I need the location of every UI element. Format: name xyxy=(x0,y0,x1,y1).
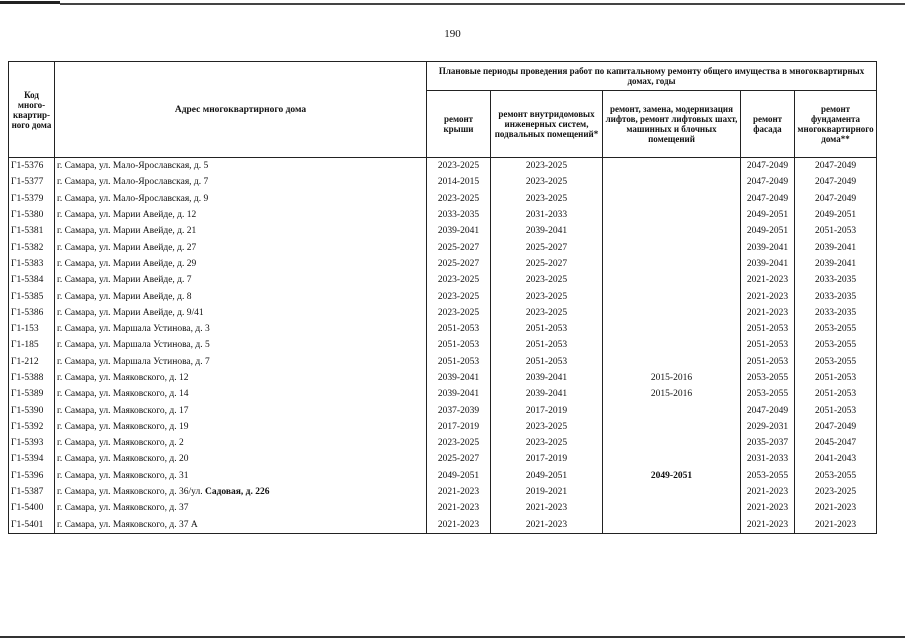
cell-foundation: 2049-2051 xyxy=(795,207,877,223)
address-text: г. Самара, ул. Маяковского, д. 31 xyxy=(57,470,189,481)
table-row xyxy=(9,435,877,451)
cell-roof: 2023-2025 xyxy=(427,191,491,207)
address-text: г. Самара, ул. Марии Авейде, д. 9/41 xyxy=(57,307,204,318)
cell-lifts xyxy=(603,288,741,304)
cell-lifts xyxy=(603,305,741,321)
cell-lifts xyxy=(603,500,741,516)
cell-lifts xyxy=(603,207,741,223)
cell-code: Г1-5396 xyxy=(9,468,55,484)
cell-lifts xyxy=(603,517,741,534)
cell-systems: 2023-2025 xyxy=(491,305,603,321)
cell-foundation: 2051-2053 xyxy=(795,370,877,386)
cell-facade: 2053-2055 xyxy=(741,386,795,402)
table-row xyxy=(9,484,877,500)
cell-lifts: 2049-2051 xyxy=(603,468,741,484)
table-row xyxy=(9,402,877,418)
address-text: г. Самара, ул. Марии Авейде, д. 27 xyxy=(57,242,197,253)
cell-code: Г1-5392 xyxy=(9,419,55,435)
cell-roof: 2023-2025 xyxy=(427,435,491,451)
table-row xyxy=(9,239,877,255)
cell-roof: 2021-2023 xyxy=(427,484,491,500)
cell-code: Г1-185 xyxy=(9,337,55,353)
cell-address xyxy=(55,288,427,304)
cell-code: Г1-5382 xyxy=(9,239,55,255)
cell-roof: 2039-2041 xyxy=(427,386,491,402)
cell-foundation: 2053-2055 xyxy=(795,468,877,484)
cell-roof: 2025-2027 xyxy=(427,239,491,255)
cell-code: Г1-5388 xyxy=(9,370,55,386)
cell-foundation: 2047-2049 xyxy=(795,191,877,207)
cell-address xyxy=(55,354,427,370)
header-lifts: ремонт, замена, модернизация лифтов, ремонт лифтовых шахт, машинных и блочных помещений xyxy=(603,91,741,158)
cell-systems: 2023-2025 xyxy=(491,158,603,175)
table-row xyxy=(9,500,877,516)
table-row xyxy=(9,272,877,288)
table-row xyxy=(9,386,877,402)
cell-address xyxy=(55,337,427,353)
table-row xyxy=(9,321,877,337)
table-row xyxy=(9,337,877,353)
cell-foundation: 2045-2047 xyxy=(795,435,877,451)
address-text: г. Самара, ул. Маяковского, д. 37 А xyxy=(57,519,198,530)
cell-facade: 2021-2023 xyxy=(741,305,795,321)
table-row xyxy=(9,288,877,304)
page-number: 190 xyxy=(444,28,461,40)
cell-address xyxy=(55,239,427,255)
cell-systems: 2023-2025 xyxy=(491,272,603,288)
cell-roof: 2051-2053 xyxy=(427,337,491,353)
address-text: г. Самара, ул. Маршала Устинова, д. 3 xyxy=(57,324,210,335)
cell-foundation: 2053-2055 xyxy=(795,337,877,353)
cell-foundation: 2047-2049 xyxy=(795,158,877,175)
cell-foundation: 2051-2053 xyxy=(795,223,877,239)
table-row xyxy=(9,419,877,435)
cell-foundation: 2021-2023 xyxy=(795,517,877,534)
cell-facade: 2021-2023 xyxy=(741,517,795,534)
cell-lifts xyxy=(603,484,741,500)
scan-top-edge xyxy=(0,0,905,7)
cell-facade: 2021-2023 xyxy=(741,288,795,304)
cell-systems: 2039-2041 xyxy=(491,386,603,402)
address-text: г. Самара, ул. Марии Авейде, д. 12 xyxy=(57,210,197,221)
cell-systems: 2023-2025 xyxy=(491,419,603,435)
cell-facade: 2049-2051 xyxy=(741,207,795,223)
cell-address xyxy=(55,468,427,484)
cell-systems: 2023-2025 xyxy=(491,191,603,207)
cell-lifts xyxy=(603,354,741,370)
cell-code: Г1-5400 xyxy=(9,500,55,516)
cell-roof: 2025-2027 xyxy=(427,256,491,272)
cell-lifts xyxy=(603,402,741,418)
cell-facade: 2053-2055 xyxy=(741,468,795,484)
cell-code: Г1-5393 xyxy=(9,435,55,451)
cell-foundation: 2033-2035 xyxy=(795,305,877,321)
cell-address xyxy=(55,419,427,435)
address-text: г. Самара, ул. Марии Авейде, д. 8 xyxy=(57,291,192,302)
cell-foundation: 2033-2035 xyxy=(795,272,877,288)
cell-address xyxy=(55,191,427,207)
header-systems: ремонт внутридомовых инженерных систем, подвальных помещений* xyxy=(491,91,603,158)
cell-code: Г1-212 xyxy=(9,354,55,370)
cell-lifts xyxy=(603,256,741,272)
cell-address xyxy=(55,272,427,288)
cell-facade: 2039-2041 xyxy=(741,256,795,272)
cell-lifts: 2015-2016 xyxy=(603,386,741,402)
table-row xyxy=(9,158,877,175)
cell-foundation: 2041-2043 xyxy=(795,451,877,467)
header-code: Код много-квартир-ного дома xyxy=(9,62,55,158)
cell-foundation: 2053-2055 xyxy=(795,321,877,337)
cell-foundation: 2021-2023 xyxy=(795,500,877,516)
cell-lifts xyxy=(603,174,741,190)
cell-facade: 2047-2049 xyxy=(741,191,795,207)
table-row xyxy=(9,451,877,467)
cell-facade: 2047-2049 xyxy=(741,402,795,418)
cell-lifts xyxy=(603,451,741,467)
cell-facade: 2049-2051 xyxy=(741,223,795,239)
cell-facade: 2047-2049 xyxy=(741,158,795,175)
address-text: г. Самара, ул. Маяковского, д. 14 xyxy=(57,389,189,400)
address-text: г. Самара, ул. Марии Авейде, д. 7 xyxy=(57,275,192,286)
cell-roof: 2023-2025 xyxy=(427,158,491,175)
table-row xyxy=(9,305,877,321)
cell-lifts xyxy=(603,419,741,435)
cell-roof: 2051-2053 xyxy=(427,354,491,370)
table-row xyxy=(9,207,877,223)
cell-foundation: 2039-2041 xyxy=(795,239,877,255)
address-text: г. Самара, ул. Маяковского, д. 20 xyxy=(57,454,189,465)
table-row xyxy=(9,191,877,207)
cell-code: Г1-5390 xyxy=(9,402,55,418)
cell-facade: 2039-2041 xyxy=(741,239,795,255)
cell-systems: 2023-2025 xyxy=(491,288,603,304)
cell-code: Г1-5379 xyxy=(9,191,55,207)
cell-foundation: 2047-2049 xyxy=(795,174,877,190)
cell-facade: 2051-2053 xyxy=(741,337,795,353)
cell-roof: 2039-2041 xyxy=(427,223,491,239)
header-foundation: ремонт фундамента многоквартирного дома** xyxy=(795,91,877,158)
cell-systems: 2023-2025 xyxy=(491,435,603,451)
header-group: Плановые периоды проведения работ по капитальному ремонту общего имущества в многоквартирных домах, годы xyxy=(427,62,877,91)
cell-foundation: 2039-2041 xyxy=(795,256,877,272)
address-text: г. Самара, ул. Маяковского, д. 2 xyxy=(57,438,184,449)
cell-roof: 2023-2025 xyxy=(427,272,491,288)
cell-systems: 2039-2041 xyxy=(491,370,603,386)
cell-address xyxy=(55,517,427,534)
cell-roof: 2025-2027 xyxy=(427,451,491,467)
address-text: г. Самара, ул. Маяковского, д. 12 xyxy=(57,373,189,383)
cell-systems: 2017-2019 xyxy=(491,451,603,467)
cell-address xyxy=(55,370,427,386)
scan-bottom-edge xyxy=(0,636,905,638)
cell-facade: 2051-2053 xyxy=(741,354,795,370)
cell-roof: 2021-2023 xyxy=(427,517,491,534)
cell-facade: 2021-2023 xyxy=(741,500,795,516)
table-row xyxy=(9,370,877,386)
cell-code: Г1-5401 xyxy=(9,517,55,534)
repair-schedule-table xyxy=(8,61,877,534)
header-address: Адрес многоквартирного дома xyxy=(55,62,427,158)
cell-address xyxy=(55,451,427,467)
cell-roof: 2033-2035 xyxy=(427,207,491,223)
cell-systems: 2051-2053 xyxy=(491,354,603,370)
cell-foundation: 2053-2055 xyxy=(795,354,877,370)
cell-address xyxy=(55,223,427,239)
cell-systems: 2025-2027 xyxy=(491,256,603,272)
cell-systems: 2025-2027 xyxy=(491,239,603,255)
cell-facade: 2029-2031 xyxy=(741,419,795,435)
header-roof: ремонт крыши xyxy=(427,91,491,158)
cell-lifts xyxy=(603,337,741,353)
cell-address xyxy=(55,435,427,451)
cell-foundation: 2047-2049 xyxy=(795,419,877,435)
address-text: г. Самара, ул. Маршала Устинова, д. 7 xyxy=(57,356,210,367)
cell-roof: 2051-2053 xyxy=(427,321,491,337)
cell-systems: 2049-2051 xyxy=(491,468,603,484)
cell-address xyxy=(55,386,427,402)
cell-code: Г1-5387 xyxy=(9,484,55,500)
cell-facade: 2035-2037 xyxy=(741,435,795,451)
cell-foundation: 2033-2035 xyxy=(795,288,877,304)
cell-code: Г1-5389 xyxy=(9,386,55,402)
table-row xyxy=(9,517,877,534)
cell-systems: 2019-2021 xyxy=(491,484,603,500)
cell-foundation: 2023-2025 xyxy=(795,484,877,500)
cell-systems: 2017-2019 xyxy=(491,402,603,418)
address-text: г. Самара, ул. Маяковского, д. 19 xyxy=(57,421,189,432)
table-row xyxy=(9,468,877,484)
cell-code: Г1-5380 xyxy=(9,207,55,223)
address-text: г. Самара, ул. Маяковского, д. 36/ул. xyxy=(57,487,205,498)
cell-lifts xyxy=(603,223,741,239)
cell-code: Г1-5386 xyxy=(9,305,55,321)
cell-address xyxy=(55,174,427,190)
cell-roof: 2017-2019 xyxy=(427,419,491,435)
cell-address xyxy=(55,256,427,272)
address-text: г. Самара, ул. Марии Авейде, д. 29 xyxy=(57,258,197,269)
table-row xyxy=(9,174,877,190)
address-text: г. Самара, ул. Мало-Ярославская, д. 5 xyxy=(57,161,209,172)
header-facade: ремонт фасада xyxy=(741,91,795,158)
cell-address xyxy=(55,305,427,321)
table-row xyxy=(9,223,877,239)
cell-code: Г1-5381 xyxy=(9,223,55,239)
cell-lifts xyxy=(603,435,741,451)
table-row xyxy=(9,354,877,370)
cell-lifts xyxy=(603,191,741,207)
cell-code: Г1-5383 xyxy=(9,256,55,272)
cell-roof: 2014-2015 xyxy=(427,174,491,190)
cell-code: Г1-5385 xyxy=(9,288,55,304)
table-body xyxy=(9,158,877,534)
cell-code: Г1-153 xyxy=(9,321,55,337)
cell-roof: 2023-2025 xyxy=(427,288,491,304)
address-text: г. Самара, ул. Маяковского, д. 37 xyxy=(57,503,189,514)
cell-systems: 2039-2041 xyxy=(491,223,603,239)
cell-lifts xyxy=(603,239,741,255)
cell-lifts xyxy=(603,321,741,337)
cell-code: Г1-5376 xyxy=(9,158,55,175)
cell-code: Г1-5377 xyxy=(9,174,55,190)
address-text: г. Самара, ул. Мало-Ярославская, д. 7 xyxy=(57,177,209,188)
address-text: г. Самара, ул. Маяковского, д. 17 xyxy=(57,405,189,416)
cell-systems: 2021-2023 xyxy=(491,517,603,534)
cell-systems: 2031-2033 xyxy=(491,207,603,223)
cell-foundation: 2051-2053 xyxy=(795,386,877,402)
cell-address xyxy=(55,321,427,337)
cell-facade: 2051-2053 xyxy=(741,321,795,337)
cell-systems: 2051-2053 xyxy=(491,337,603,353)
cell-roof: 2023-2025 xyxy=(427,305,491,321)
cell-facade: 2021-2023 xyxy=(741,272,795,288)
cell-address xyxy=(55,484,427,500)
cell-roof: 2039-2041 xyxy=(427,370,491,386)
cell-code: Г1-5384 xyxy=(9,272,55,288)
cell-address xyxy=(55,402,427,418)
cell-systems: 2051-2053 xyxy=(491,321,603,337)
address-text: г. Самара, ул. Марии Авейде, д. 21 xyxy=(57,226,197,237)
cell-lifts xyxy=(603,158,741,175)
address-text-bold: Садовая, д. 226 xyxy=(204,487,270,498)
cell-facade: 2031-2033 xyxy=(741,451,795,467)
cell-address xyxy=(55,158,427,175)
cell-roof: 2037-2039 xyxy=(427,402,491,418)
cell-facade: 2047-2049 xyxy=(741,174,795,190)
address-text: г. Самара, ул. Маршала Устинова, д. 5 xyxy=(57,340,210,351)
cell-roof: 2049-2051 xyxy=(427,468,491,484)
cell-systems: 2023-2025 xyxy=(491,174,603,190)
cell-facade: 2021-2023 xyxy=(741,484,795,500)
cell-lifts: 2015-2016 xyxy=(603,370,741,386)
address-text: г. Самара, ул. Мало-Ярославская, д. 9 xyxy=(57,193,209,204)
cell-address xyxy=(55,500,427,516)
cell-systems: 2021-2023 xyxy=(491,500,603,516)
cell-lifts xyxy=(603,272,741,288)
table-row xyxy=(9,256,877,272)
cell-roof: 2021-2023 xyxy=(427,500,491,516)
cell-address xyxy=(55,207,427,223)
cell-code: Г1-5394 xyxy=(9,451,55,467)
cell-foundation: 2051-2053 xyxy=(795,402,877,418)
cell-facade: 2053-2055 xyxy=(741,370,795,386)
